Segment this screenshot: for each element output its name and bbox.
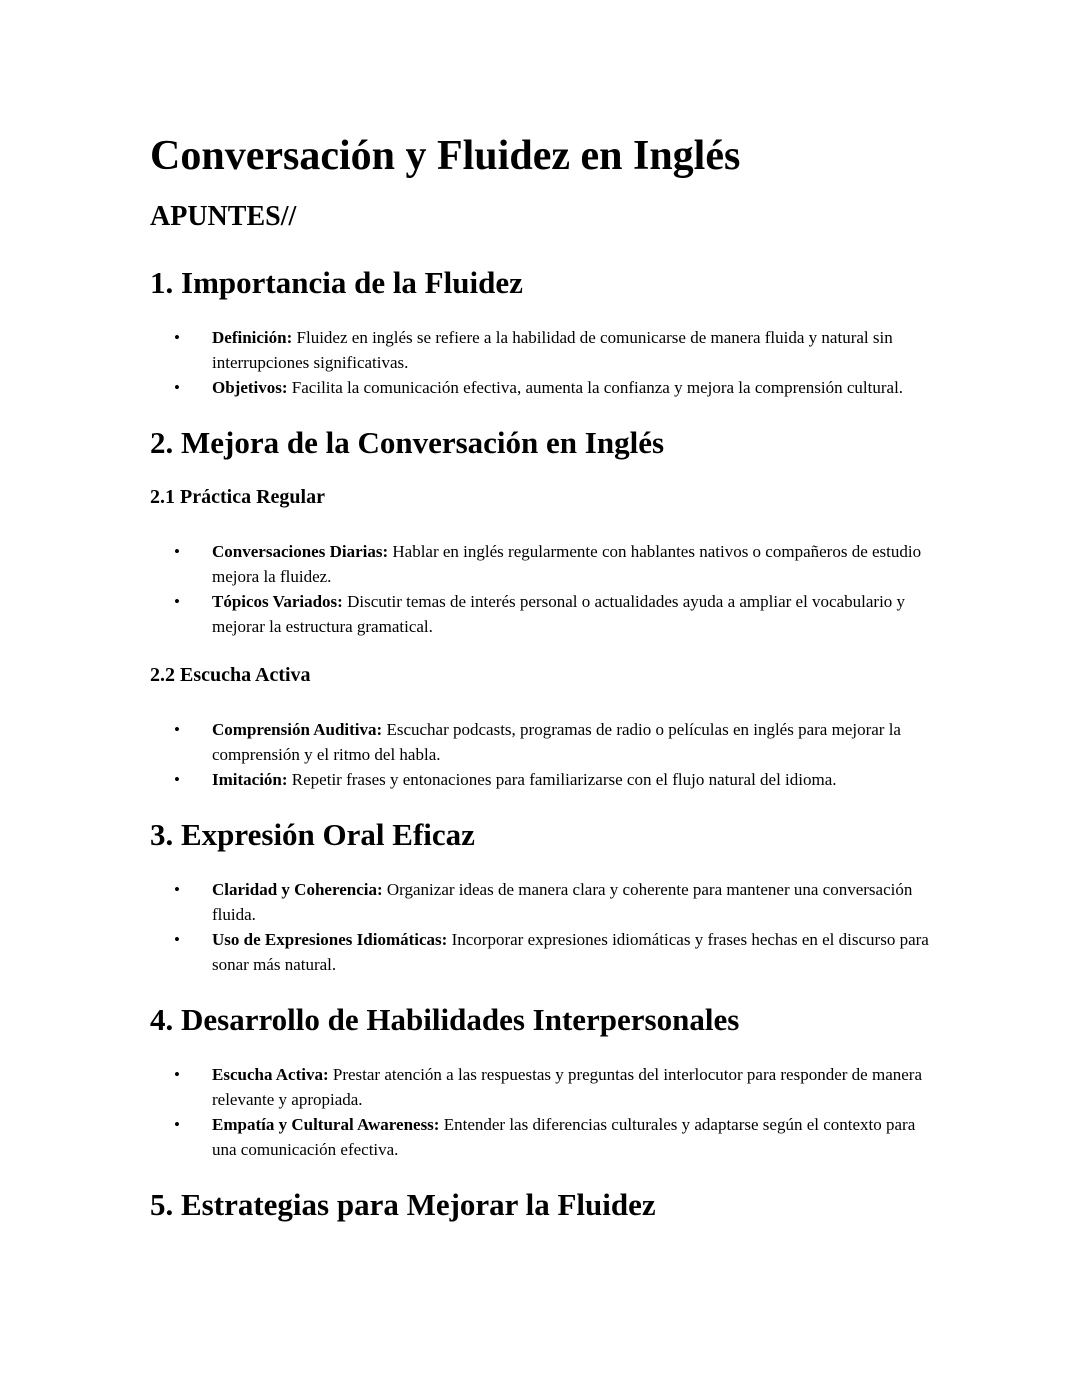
section-heading: 4. Desarrollo de Habilidades Interpersonales (150, 1002, 740, 1037)
bullet-list (150, 717, 930, 792)
bullet-item (212, 927, 930, 977)
bullet-label: Claridad y Coherencia: (212, 880, 383, 899)
bullet-item (212, 539, 930, 589)
bullet-label: Definición: (212, 328, 293, 347)
bullet-label: Escucha Activa: (212, 1065, 329, 1084)
bullet-text: Repetir frases y entonaciones para familiarizarse con el flujo natural del idioma. (291, 770, 837, 789)
section-heading: 5. Estrategias para Mejorar la Fluidez (150, 1187, 656, 1222)
bullet-list (150, 877, 930, 977)
bullet-text: Facilita la comunicación efectiva, aumenta la confianza y mejora la comprensión cultural. (291, 378, 904, 397)
bullet-text: Discutir temas de interés personal o actualidades ayuda a ampliar el vocabulario y mejorar la estructura gramatical. (212, 592, 906, 636)
subsection-heading: 2.2 Escucha Activa (150, 664, 311, 686)
bullet-label: Uso de Expresiones Idiomáticas: (212, 930, 448, 949)
bullet-item (212, 1112, 930, 1162)
bullet-item (212, 375, 930, 400)
bullet-text: Incorporar expresiones idiomáticas y frases hechas en el discurso para sonar más natural. (212, 930, 929, 974)
bullet-text: Hablar en inglés regularmente con hablantes nativos o compañeros de estudio mejora la fluidez. (212, 542, 922, 586)
bullet-item (212, 325, 930, 375)
bullet-label: Objetivos: (212, 378, 288, 397)
bullet-item (212, 877, 930, 927)
section-heading: 2. Mejora de la Conversación en Inglés (150, 425, 665, 460)
bullet-label: Empatía y Cultural Awareness: (212, 1115, 440, 1134)
bullet-item (212, 589, 930, 639)
bullet-list (150, 539, 930, 639)
bullet-label: Tópicos Variados: (212, 592, 343, 611)
bullet-text: Prestar atención a las respuestas y preguntas del interlocutor para responder de manera relevante y apropiada. (212, 1065, 922, 1109)
document-title: Conversación y Fluidez en Inglés (150, 133, 741, 179)
bullet-label: Imitación: (212, 770, 288, 789)
bullet-list (150, 325, 930, 400)
section-heading: 1. Importancia de la Fluidez (150, 265, 523, 300)
subsection-heading: 2.1 Práctica Regular (150, 486, 325, 508)
bullet-label: Conversaciones Diarias: (212, 542, 389, 561)
bullet-list (150, 1062, 930, 1162)
bullet-text: Organizar ideas de manera clara y coherente para mantener una conversación fluida. (212, 880, 913, 924)
bullet-text: Fluidez en inglés se refiere a la habilidad de comunicarse de manera fluida y natural sin interrupciones significativas. (212, 328, 893, 372)
bullet-label: Comprensión Auditiva: (212, 720, 383, 739)
section-heading: 3. Expresión Oral Eficaz (150, 817, 475, 852)
bullet-item (212, 767, 930, 792)
document-body (150, 265, 930, 1223)
bullet-item (212, 717, 930, 767)
document-subtitle: APUNTES// (150, 201, 297, 232)
bullet-item (212, 1062, 930, 1112)
bullet-text: Escuchar podcasts, programas de radio o películas en inglés para mejorar la comprensión y el ritmo del habla. (212, 720, 901, 764)
bullet-text: Entender las diferencias culturales y adaptarse según el contexto para una comunicación efectiva. (212, 1115, 916, 1159)
